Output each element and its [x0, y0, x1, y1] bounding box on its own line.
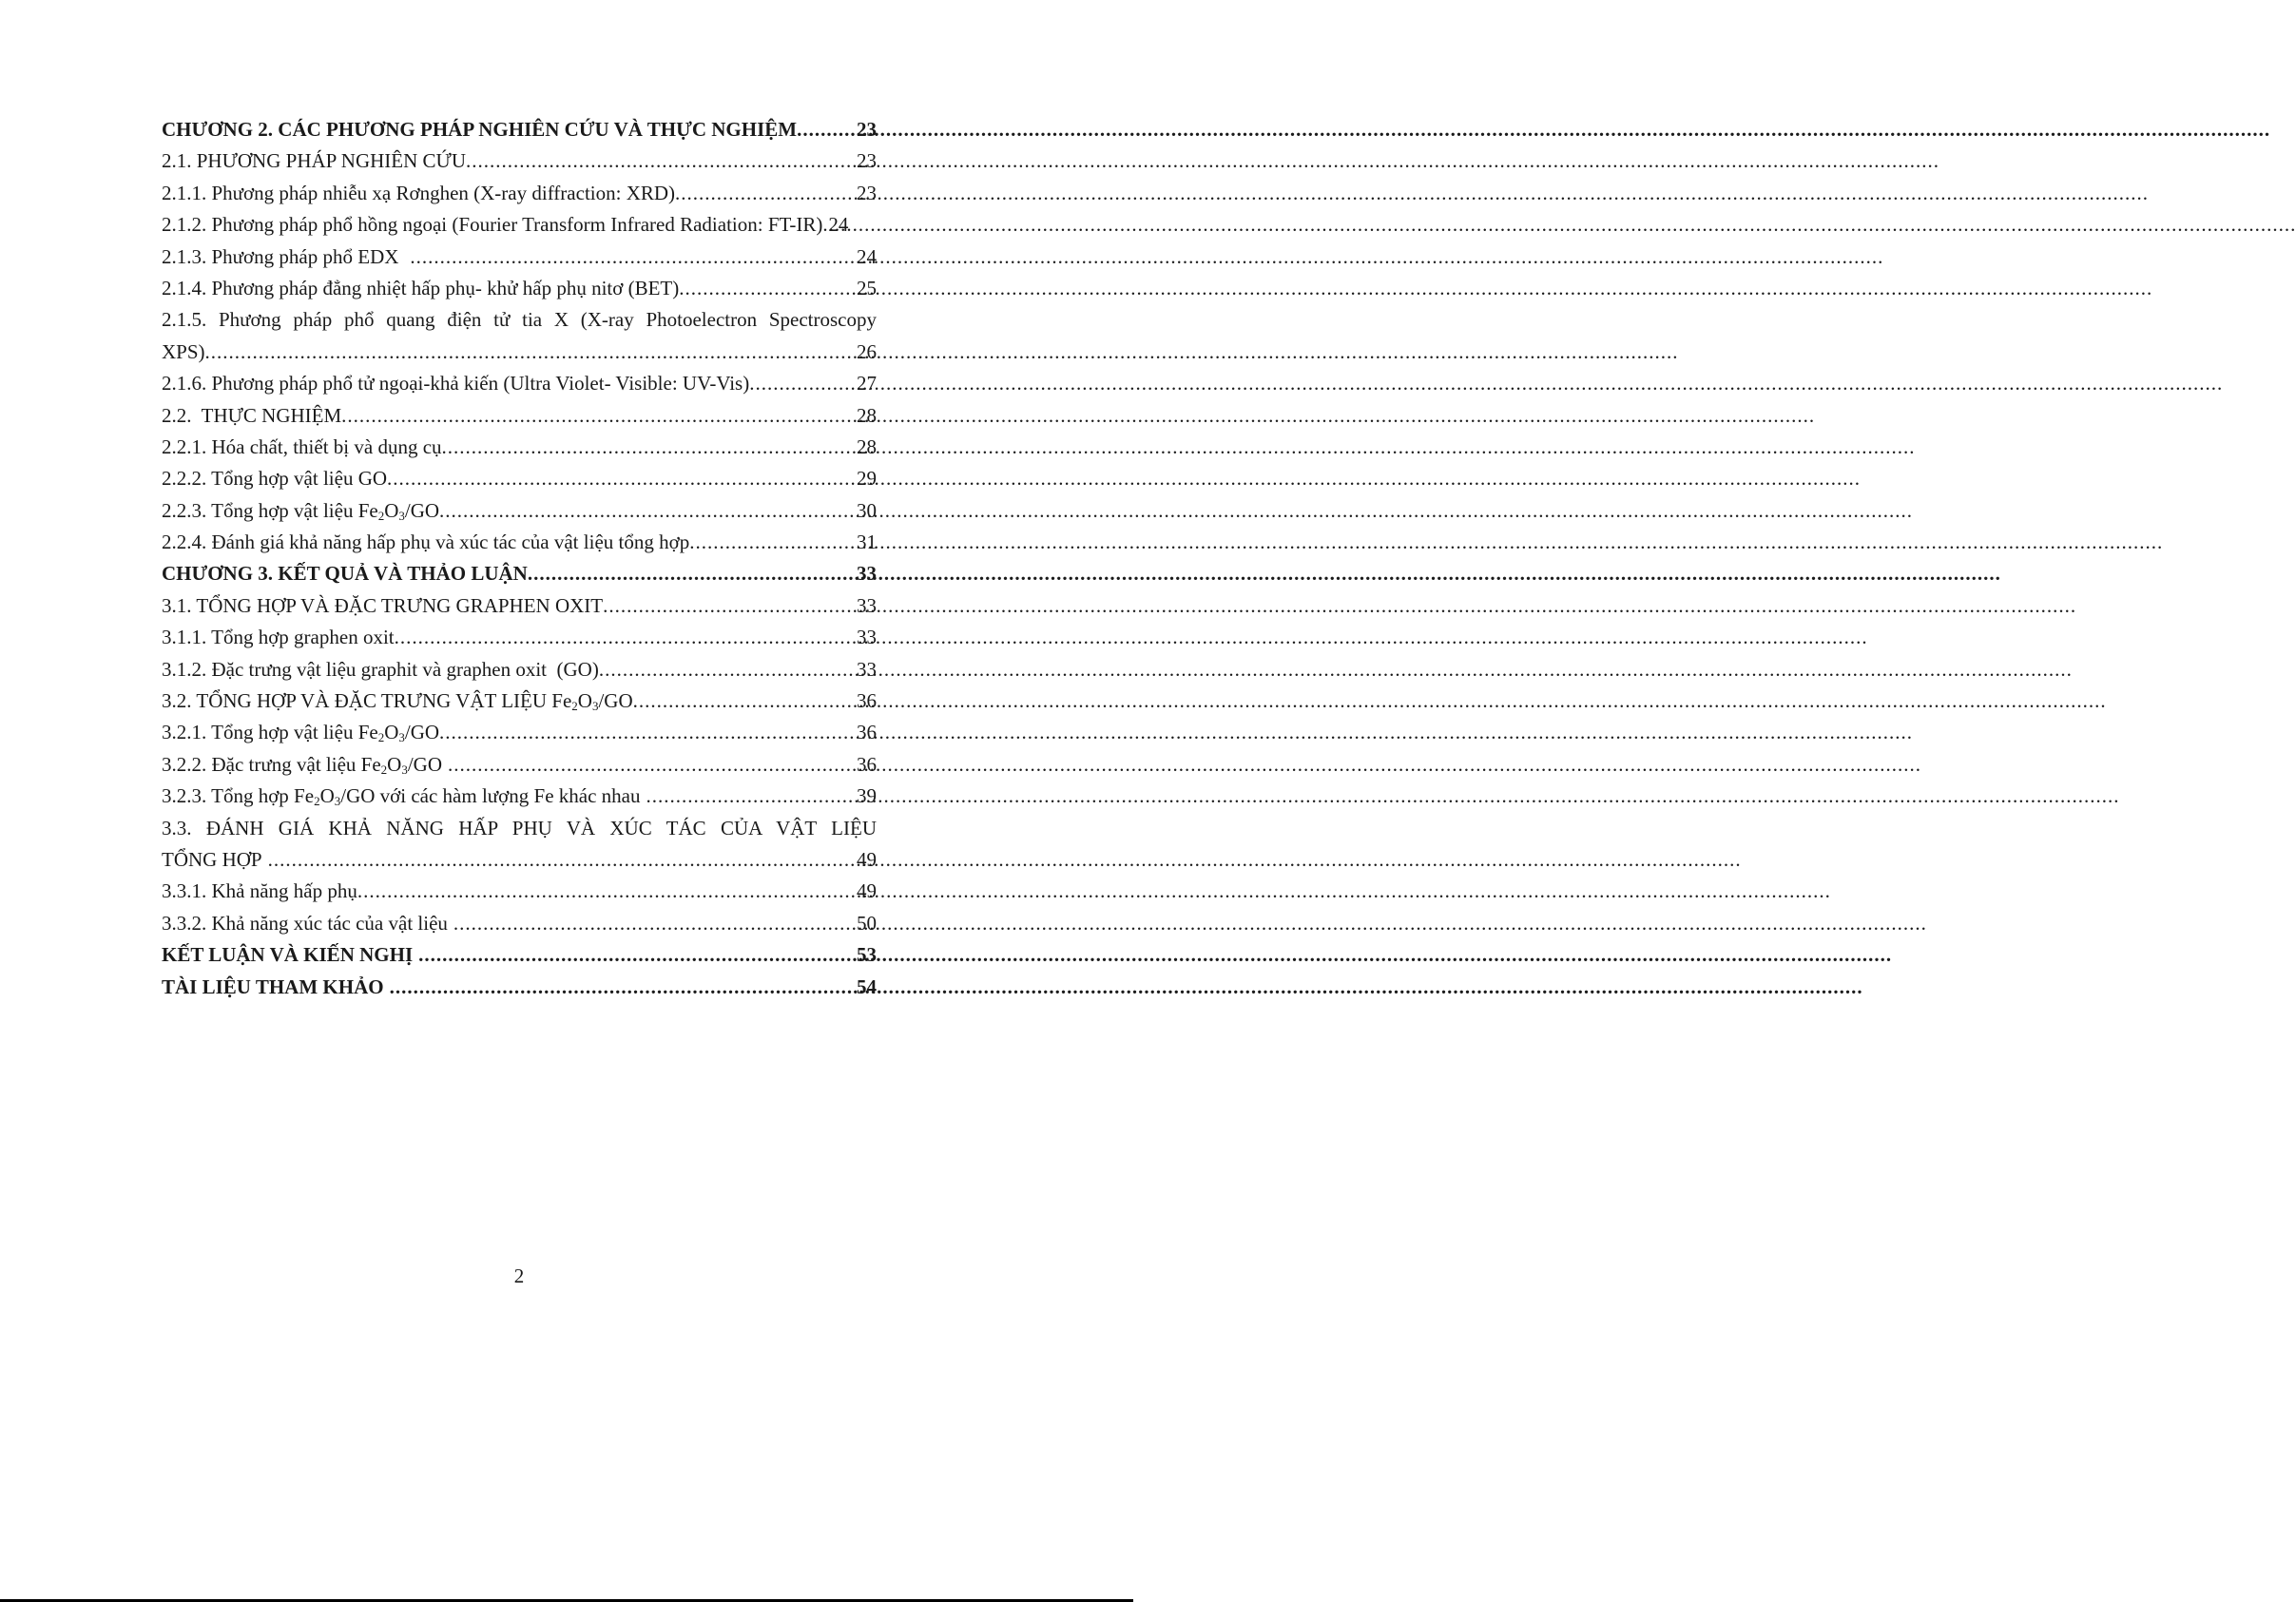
toc-leader-dots [442, 432, 857, 463]
toc-entry-2-2-3[interactable] [162, 495, 877, 527]
toc-leader-dots [390, 972, 857, 1003]
toc-entry-3-2-1[interactable] [162, 717, 877, 748]
toc-leader-dots [387, 463, 857, 494]
toc-entry-2-2[interactable] [162, 400, 877, 432]
toc-entry-page: 28 [857, 434, 877, 458]
toc-entry-page: 23 [857, 181, 877, 204]
toc-leader-dots [675, 178, 857, 209]
toc-entry-text: 3.2.3. Tổng hợp $Fe_2O_3/GO$ với các hàm lượng Fe khác nhau [162, 784, 641, 809]
toc-entry-3-2-2[interactable] [162, 749, 877, 781]
toc-entry-text: 2.1.6. Phương pháp phổ tử ngoại-khả kiến (Ultra Violet- Visible: UV-Vis) [162, 372, 750, 396]
toc-entry-page: 30 [857, 498, 877, 522]
toc-leader-dots [689, 527, 857, 558]
toc-entry-text: 3.1. TỔNG HỢP VÀ ĐẶC TRƯNG GRAPHEN OXIT [162, 593, 604, 617]
toc-entry-2-2-4[interactable] [162, 527, 877, 558]
toc-entry-text: 2.2. THỰC NGHIỆM [162, 403, 342, 427]
toc-leader-dots [646, 781, 858, 812]
toc-leader-dots [205, 337, 857, 368]
toc-entry-text: 3.2. TỔNG HỢP VÀ ĐẶC TRƯNG VẬT LIỆU $Fe_2O_3/GO$ [162, 689, 633, 714]
toc-entry-page: 33 [857, 593, 877, 617]
toc-entry-text: 2.1. PHƯƠNG PHÁP NGHIÊN CỨU [162, 149, 466, 173]
toc-entry-text: 2.2.3. Tổng hợp vật liệu $Fe_2O_3/GO$ [162, 498, 440, 523]
toc-entry-2-2-1[interactable] [162, 432, 877, 463]
toc-entry-page: 53 [857, 943, 877, 967]
toc-entry-page: 26 [857, 339, 877, 363]
toc-entry-page: 50 [857, 911, 877, 935]
toc-entry-page: 28 [857, 403, 877, 427]
toc-entry-text-line2: TỔNG HỢP [162, 848, 262, 871]
toc-leader-dots [749, 368, 857, 399]
toc-entry-text: 3.2.1. Tổng hợp vật liệu $Fe_2O_3/GO$ [162, 721, 440, 745]
toc-entry-text: 2.2.1. Hóa chất, thiết bị và dụng cụ [162, 434, 442, 458]
toc-entry-text: CHƯƠNG 2. CÁC PHƯƠNG PHÁP NGHIÊN CỨU VÀ THỰC NGHIỆM [162, 118, 798, 141]
toc-entry-text-line2: XPS) [162, 339, 205, 363]
toc-entry-page: 33 [857, 626, 877, 649]
toc-leader-dots [466, 145, 857, 177]
toc-entry-page: 24 [828, 213, 849, 237]
toc-entry-page: 33 [857, 657, 877, 681]
toc-leader-dots [418, 939, 857, 971]
toc-entry-chuong-3[interactable] [162, 558, 877, 589]
toc-leader-dots [603, 590, 857, 622]
toc-entry-ket-luan[interactable] [162, 939, 877, 971]
toc-entry-page: 54 [857, 975, 877, 998]
toc-entry-2-1-6[interactable] [162, 368, 877, 399]
toc-entry-page: 33 [857, 562, 877, 586]
toc-entry-text: 3.1.1. Tổng hợp graphen oxit [162, 626, 395, 649]
toc-entry-page: 24 [857, 244, 877, 268]
document-page [0, 0, 1133, 1602]
toc-entry-page: 23 [857, 149, 877, 173]
toc-leader-dots [395, 622, 857, 653]
toc-leader-dots [453, 908, 857, 939]
toc-entry-text: CHƯƠNG 3. KẾT QUẢ VÀ THẢO LUẬN [162, 562, 528, 586]
toc-entry-page: 29 [857, 467, 877, 491]
toc-entry-2-1-1[interactable] [162, 178, 877, 209]
toc-entry-2-1-4[interactable] [162, 273, 877, 304]
toc-entry-text: 2.2.2. Tổng hợp vật liệu GO [162, 467, 388, 491]
toc-entry-text: 3.3.1. Khả năng hấp phụ [162, 879, 357, 903]
toc-leader-dots [633, 685, 857, 717]
toc-entry-page: 36 [857, 721, 877, 744]
toc-entry-text: 3.3.2. Khả năng xúc tác của vật liệu [162, 911, 448, 935]
toc-leader-dots [268, 844, 857, 876]
toc-entry-text: 2.1.3. Phương pháp phổ EDX [162, 244, 399, 268]
table-of-contents [162, 114, 877, 1003]
toc-entry-page: 36 [857, 689, 877, 713]
toc-entry-text-line1: 3.3. ĐÁNH GIÁ KHẢ NĂNG HẤP PHỤ VÀ XÚC TÁC CỦA VẬT LIỆU [162, 816, 877, 840]
toc-entry-2-1[interactable] [162, 145, 877, 177]
toc-entry-3-3-2[interactable] [162, 908, 877, 939]
toc-entry-3-1-1[interactable] [162, 622, 877, 653]
toc-entry-page: 49 [857, 879, 877, 903]
toc-leader-dots [448, 749, 857, 781]
toc-entry-text: KẾT LUẬN VÀ KIẾN NGHỊ [162, 943, 414, 967]
toc-leader-dots [357, 876, 857, 907]
toc-leader-dots [341, 400, 857, 432]
toc-entry-2-1-5[interactable] [162, 304, 877, 368]
toc-entry-page: 27 [857, 372, 877, 396]
toc-leader-dots [599, 654, 857, 685]
toc-entry-page: 49 [857, 848, 877, 871]
toc-leader-dots [410, 241, 857, 273]
toc-entry-text: 3.2.2. Đặc trưng vật liệu $Fe_2O_3/GO$ [162, 752, 443, 777]
toc-entry-3-3[interactable] [162, 813, 877, 877]
toc-entry-text-line1: 2.1.5. Phương pháp phổ quang điện tử tia X (X-ray Photoelectron Spectroscopy [162, 308, 877, 332]
toc-entry-2-1-2[interactable] [162, 209, 877, 241]
toc-entry-line2 [162, 337, 877, 368]
toc-entry-3-2[interactable] [162, 685, 877, 717]
toc-entry-line2 [162, 844, 877, 876]
toc-leader-dots [528, 558, 857, 589]
page-number: 2 [513, 1264, 525, 1287]
toc-entry-page: 36 [857, 752, 877, 776]
toc-entry-page: 25 [857, 276, 877, 299]
toc-entry-3-2-3[interactable] [162, 781, 877, 812]
toc-entry-text: 2.1.1. Phương pháp nhiễu xạ Rơnghen (X-ray diffraction: XRD) [162, 181, 676, 204]
toc-entry-3-1[interactable] [162, 590, 877, 622]
toc-entry-3-3-1[interactable] [162, 876, 877, 907]
toc-entry-2-1-3[interactable] [162, 241, 877, 273]
toc-entry-page: 23 [857, 118, 877, 141]
toc-leader-dots [679, 273, 857, 304]
toc-leader-dots [439, 495, 857, 527]
toc-entry-text: TÀI LIỆU THAM KHẢO [162, 975, 384, 998]
toc-entry-page: 39 [857, 784, 877, 808]
toc-entry-text: 3.1.2. Đặc trưng vật liệu graphit và graphen oxit (GO) [162, 657, 599, 681]
toc-entry-text: 2.1.4. Phương pháp đẳng nhiệt hấp phụ- khử hấp phụ nitơ (BET) [162, 276, 680, 299]
toc-leader-dots [797, 114, 857, 145]
toc-entry-chuong-2[interactable] [162, 114, 877, 145]
toc-entry-2-2-2[interactable] [162, 463, 877, 494]
toc-entry-tai-lieu[interactable] [162, 972, 877, 1003]
toc-leader-dots [439, 717, 857, 748]
toc-entry-text: 2.1.2. Phương pháp phổ hồng ngoại (Fourier Transform Infrared Radiation: FT-IR) [162, 213, 823, 237]
toc-entry-text: 2.2.4. Đánh giá khả năng hấp phụ và xúc tác của vật liệu tổng hợp [162, 531, 690, 554]
toc-entry-3-1-2[interactable] [162, 654, 877, 685]
toc-entry-page: 31 [857, 531, 877, 554]
